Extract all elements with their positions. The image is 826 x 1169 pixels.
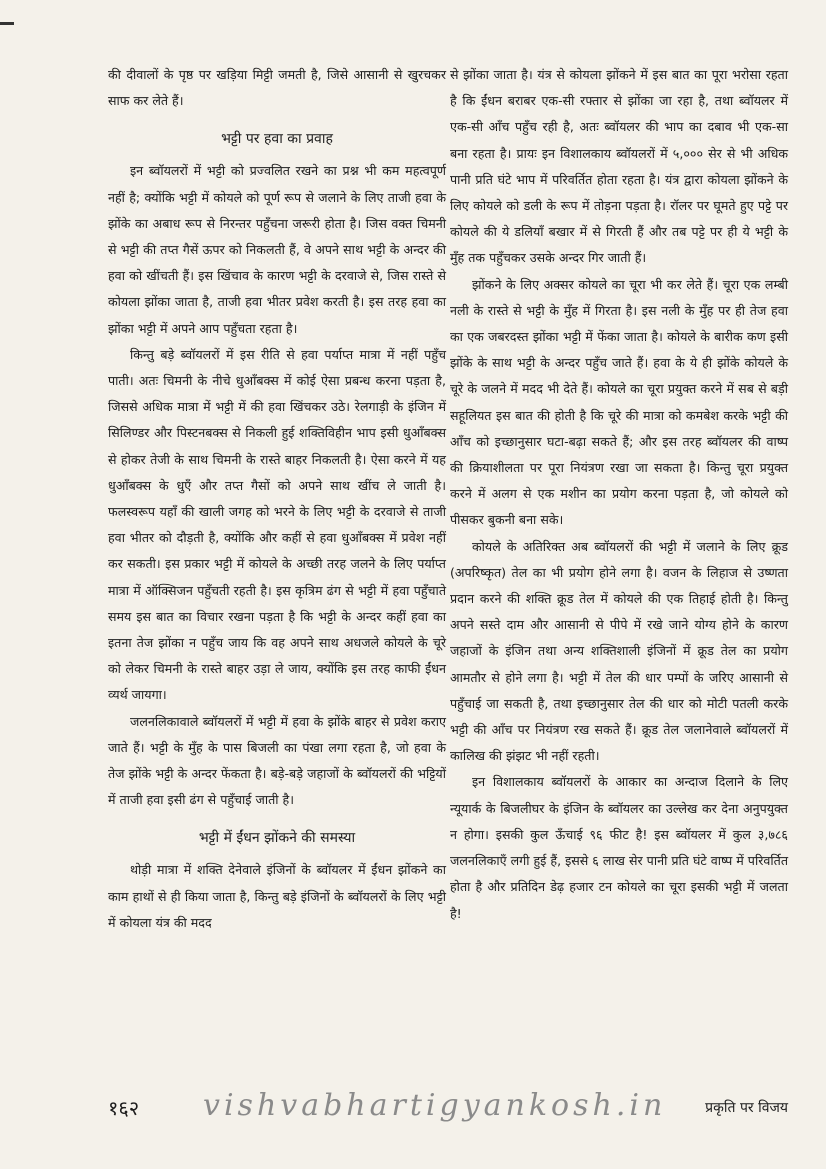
section-heading-fuel-feeding: भट्टी में ईंधन झोंकने की समस्या (198, 830, 356, 847)
page-edge-mark (0, 22, 14, 25)
paragraph: झोंकने के लिए अक्सर कोयले का चूरा भी कर लेते हैं। चूरा एक लम्बी नली के रास्ते से भट्टी के मुँह में गिरता है। इस नली के मुँह पर ही तेज हवा का एक जबरदस्त झोंका भट्टी में फेंका जाता है। कोयले के बारीक कण इसी झोंके के साथ भट्टी के अन्दर पहुँच जाते हैं। हवा के ये ही झोंके कोयले के चूरे के जलने में मदद भी देते हैं। कोयले का चूरा प्रयुक्त करने में सब से बड़ी सहूलियत इस बात की होती है कि चूरे की मात्रा को कमबेश करके भट्टी की आँच को इच्छानुसार घटा-बढ़ा सकते हैं; और इस तरह ब्वॉयलर की वाष्प की क्रियाशीलता पर पूरा नियंत्रण रखा जा सकता है। किन्तु चूरा प्रयुक्त करने में अलग से एक मशीन का प्रयोग करना पड़ता है, जो कोयले को पीसकर बुकनी बना सके। (450, 276, 788, 528)
section-heading-air-flow: भट्टी पर हवा का प्रवाह (221, 131, 333, 148)
paragraph: इन विशालकाय ब्वॉयलरों के आकार का अन्दाज दिलाने के लिए न्यूयार्क के बिजलीघर के इंजिन के ब्वॉयलर का उल्लेख कर देना अनुपयुक्त न होगा। इसकी कुल ऊँचाई ९६ फीट है! इस ब्वॉयलर में कुल ३,७८६ जलनलिकाएँ लगी हुई हैं, इससे ६ लाख सेर पानी प्रति घंटे वाष्प में परिवर्तित होता है और प्रतिदिन डेढ़ हजार टन कोयले का चूरा इसकी भट्टी में जलता है! (450, 774, 788, 921)
paragraph: इन ब्वॉयलरों में भट्टी को प्रज्वलित रखने का प्रश्न भी कम महत्वपूर्ण नहीं है; क्योंकि भट्टी में कोयले को पूर्ण रूप से जलाने के लिए ताजी हवा के झोंके का अबाध रूप से निरन्तर पहुँचना जरूरी होता है। जिस वक्त चिमनी से भट्टी की तप्त गैसें ऊपर को निकलती हैं, वे अपने साथ भट्टी के अन्दर की हवा को खींचती हैं। इस खिंचाव के कारण भट्टी के दरवाजे से, जिस रास्ते से कोयला झोंका जाता है, ताजी हवा भीतर प्रवेश करती है। इस तरह हवा का झोंका भट्टी में अपने आप पहुँचता रहता है। (108, 163, 446, 336)
right-column (450, 62, 788, 1102)
page-body (108, 62, 788, 1102)
page-footer (108, 1088, 788, 1128)
watermark: vishvabhartigyankosh.in (203, 1088, 667, 1123)
page-number: १६२ (108, 1096, 140, 1120)
book-title: प्रकृति पर विजय (705, 1100, 788, 1116)
intro-paragraph: की दीवालों के पृष्ठ पर खड़िया मिट्टी जमती है, जिसे आसानी से खुरचकर साफ कर लेते हैं। (108, 67, 446, 109)
paragraph: जलनलिकावाले ब्वॉयलरों में भट्टी में हवा के झोंके बाहर से प्रवेश कराए जाते हैं। भट्टी के मुँह के पास बिजली का पंखा लगा रहता है, जो हवा के तेज झोंके भट्टी के अन्दर फेंकता है। बड़े-बड़े जहाजों के ब्वॉयलरों की भट्टियों में ताजी हवा इसी ढंग से पहुँचाई जाती है। (108, 713, 446, 808)
left-column (108, 62, 446, 1102)
paragraph: कोयले के अतिरिक्त अब ब्वॉयलरों की भट्टी में जलाने के लिए क्रूड (अपरिष्कृत) तेल का भी प्रयोग होने लगा है। वजन के लिहाज से उष्णता प्रदान करने की शक्ति क्रूड तेल में कोयले की एक तिहाई होती है। किन्तु अपने सस्ते दाम और आसानी से पीपे में रखे जाने योग्य होने के कारण जहाजों के इंजिन तथा अन्य शक्तिशाली इंजिनों में क्रूड तेल का प्रयोग आमतौर से होने लगा है। भट्टी में तेल की धार पम्पों के जरिए आसानी से पहुँचाई जा सकती है, तथा इच्छानुसार तेल की धार को मोटी पतली करके भट्टी की आँच पर नियंत्रण रख सकते हैं। क्रूड तेल जलानेवाले ब्वॉयलरों में कालिख की झंझट भी नहीं रहती। (450, 538, 788, 764)
paragraph: किन्तु बड़े ब्वॉयलरों में इस रीति से हवा पर्याप्त मात्रा में नहीं पहुँच पाती। अतः चिमनी के नीचे धुआँबक्स में कोई ऐसा प्रबन्ध करना पड़ता है, जिससे अधिक मात्रा में भट्टी में की हवा खिंचकर उठे। रेलगाड़ी के इंजिन में सिलिण्डर और पिस्टनबक्स से निकली हुई शक्तिविहीन भाप इसी धुआँबक्स से होकर तेजी के साथ चिमनी के रास्ते बाहर निकलती है। ऐसा करने में यह धुआँबक्स के धुएँ और तप्त गैसों को अपने साथ खींच ले जाती है। फलस्वरूप यहाँ की खाली जगह को भरने के लिए भट्टी के दरवाजे से ताजी हवा भीतर को दौड़ती है, क्योंकि और कहीं से हवा धुआँबक्स में प्रवेश नहीं कर सकती। इस प्रकार भट्टी में कोयले के अच्छी तरह जलने के लिए पर्याप्त मात्रा में ऑक्सिजन पहुँचती रहती है। इस कृत्रिम ढंग से भट्टी में हवा पहुँचाते समय इस बात का विचार रखना पड़ता है कि भट्टी के अन्दर कहीं हवा का इतना तेज झोंका न पहुँच जाय कि वह अपने साथ अधजले कोयले के चूरे को लेकर चिमनी के रास्ते बाहर उड़ा ले जाय, क्योंकि इस तरह काफी ईंधन व्यर्थ जायगा। (108, 346, 446, 703)
paragraph: से झोंका जाता है। यंत्र से कोयला झोंकने में इस बात का पूरा भरोसा रहता है कि ईंधन बराबर एक-सी रफ्तार से झोंका जा रहा है, तथा ब्वॉयलर में एक-सी आँच पहुँच रही है, अतः ब्वॉयलर की भाप का दबाव भी एक-सा बना रहता है। प्रायः इन विशालकाय ब्वॉयलरों में ५,००० सेर से भी अधिक पानी प्रति घंटे भाप में परिवर्तित होता रहता है। यंत्र द्वारा कोयला झोंकने के लिए कोयले को डली के रूप में तोड़ना पड़ता है। रॉलर पर घूमते हुए पट्टे पर कोयले की ये डलियाँ बखार में से गिरती हैं और तब पट्टे पर ही ये भट्टी के मुँह तक पहुँचकर उसके अन्दर गिर जाती हैं। (450, 67, 788, 266)
paragraph: थोड़ी मात्रा में शक्ति देनेवाले इंजिनों के ब्वॉयलर में ईंधन झोंकने का काम हाथों से ही किया जाता है, किन्तु बड़े इंजिनों के ब्वॉयलरों के लिए भट्टी में कोयला यंत्र की मदद (108, 862, 446, 930)
